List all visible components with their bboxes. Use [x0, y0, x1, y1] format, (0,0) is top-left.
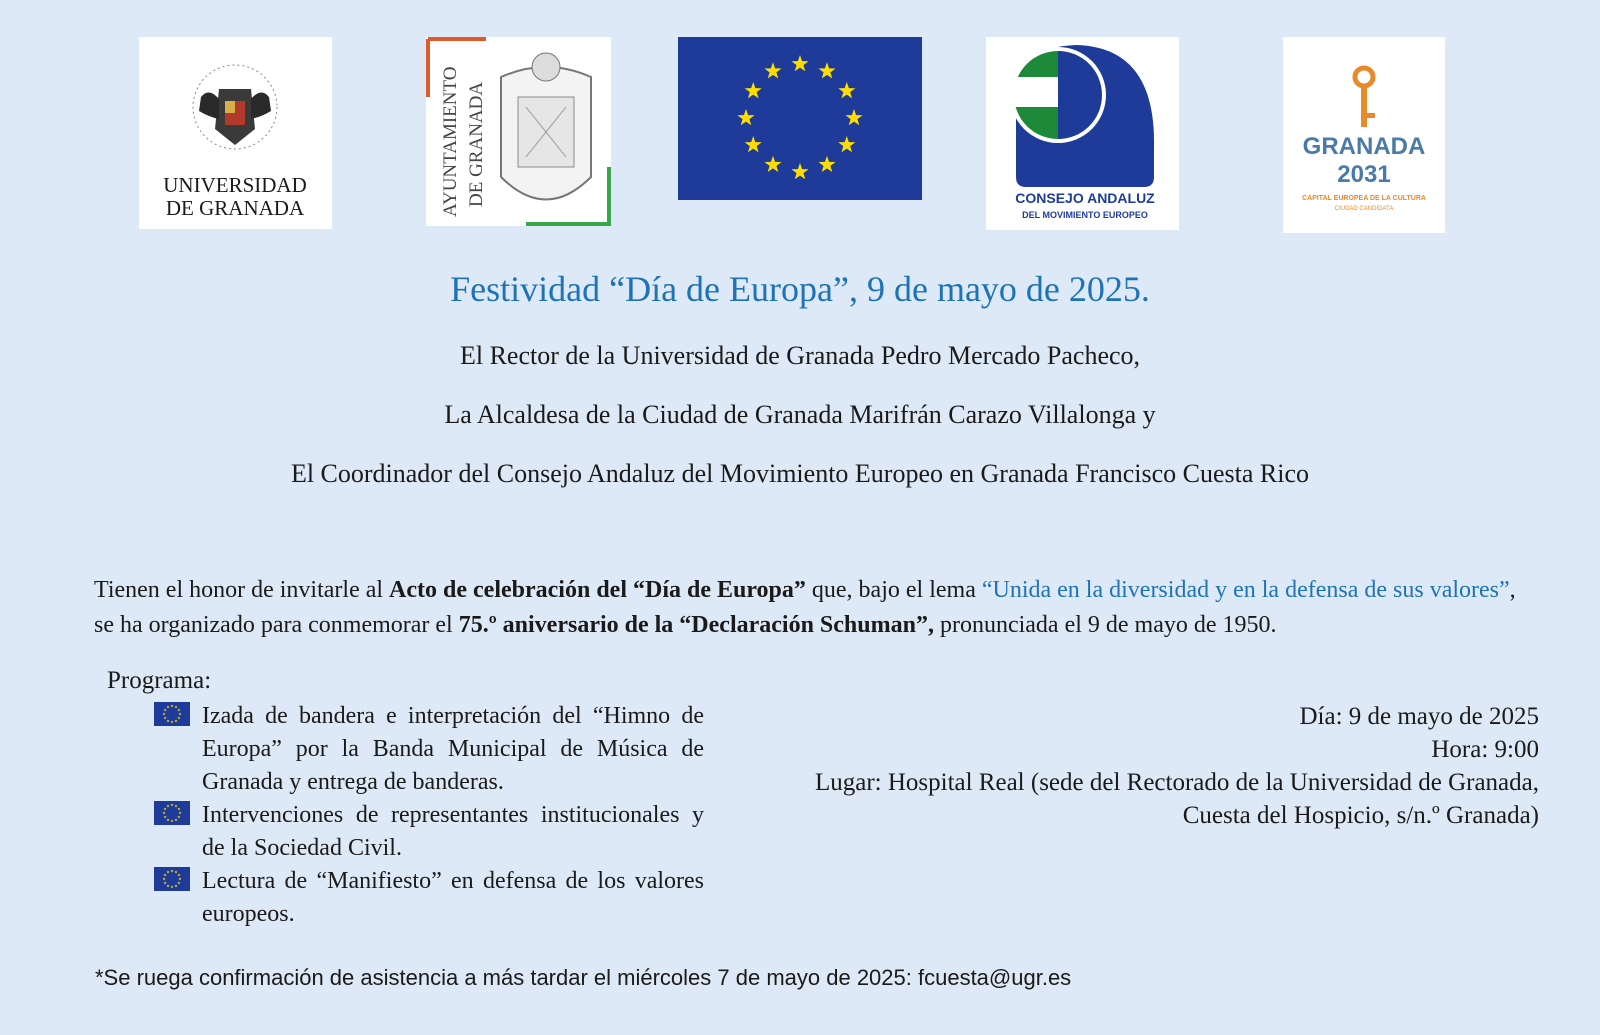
list-item: Intervenciones de representantes institucionales y de la Sociedad Civil.	[154, 799, 704, 865]
eu-flag-icon	[154, 867, 190, 891]
programa-heading: Programa:	[107, 667, 212, 694]
universidad-de-granada-logo	[139, 37, 332, 229]
consejo-andaluz-movimiento-europeo-logo	[986, 37, 1179, 230]
svg-text:CAPITAL EUROPEA DE LA CULTURA: CAPITAL EUROPEA DE LA CULTURA	[1302, 195, 1426, 202]
event-location: Lugar: Hospital Real (sede del Rectorado de la Universidad de Granada,	[814, 769, 1539, 796]
event-info	[739, 700, 1539, 832]
svg-text:DE GRANADA: DE GRANADA	[466, 81, 487, 207]
svg-text:2031: 2031	[1337, 161, 1391, 188]
svg-text:AYUNTAMIENTO: AYUNTAMIENTO	[440, 66, 461, 217]
list-item: Izada de bandera e interpretación del “Himno de Europa” por la Banda Municipal de Música de Granada y entrega de banderas.	[154, 700, 704, 799]
host-coordinador: El Coordinador del Consejo Andaluz del Movimiento Europeo en Granada Francisco Cuesta Rico	[290, 459, 1310, 488]
event-address: Cuesta del Hospicio, s/n.º Granada)	[1182, 802, 1539, 829]
host-rector: El Rector de la Universidad de Granada Pedro Mercado Pacheco,	[459, 341, 1141, 370]
ayuntamiento-de-granada-logo	[426, 37, 611, 226]
event-title: Festividad “Día de Europa”, 9 de mayo de 2025.	[450, 269, 1150, 309]
invitation-paragraph: Tienen el honor de invitarle al Acto de celebración del “Día de Europa” que, bajo el lema “Unida en la diversidad y en la defensa de sus valores”, se ha organizado para conmemorar el 75.º aniversario de la “Declaración Schuman”, pronunciada el 9 de mayo de 1950.	[94, 577, 1516, 638]
svg-text:DEL MOVIMIENTO EUROPEO: DEL MOVIMIENTO EUROPEO	[1022, 210, 1148, 220]
motto: “Unida en la diversidad y en la defensa de sus valores”	[981, 577, 1510, 603]
svg-text:GRANADA: GRANADA	[1302, 133, 1426, 160]
svg-text:DE GRANADA: DE GRANADA	[165, 196, 305, 220]
list-item: Lectura de “Manifiesto” en defensa de los valores europeos.	[154, 865, 704, 931]
svg-text:UNIVERSIDAD: UNIVERSIDAD	[163, 173, 307, 197]
svg-text:CIUDAD CANDIDATA: CIUDAD CANDIDATA	[1334, 206, 1394, 212]
svg-text:CONSEJO ANDALUZ: CONSEJO ANDALUZ	[1015, 190, 1155, 206]
rsvp-note: *Se ruega confirmación de asistencia a más tardar el miércoles 7 de mayo de 2025: fcuesta@ugr.es	[95, 965, 1072, 990]
european-union-flag	[678, 37, 922, 200]
event-date: Día: 9 de mayo de 2025	[1299, 703, 1539, 730]
eu-flag-icon	[154, 801, 190, 825]
host-alcaldesa: La Alcaldesa de la Ciudad de Granada Marifrán Carazo Villalonga y	[444, 400, 1156, 429]
programa-list	[154, 700, 704, 931]
eu-flag-icon	[154, 702, 190, 726]
event-time: Hora: 9:00	[1431, 736, 1539, 763]
granada-2031-logo	[1283, 37, 1445, 233]
